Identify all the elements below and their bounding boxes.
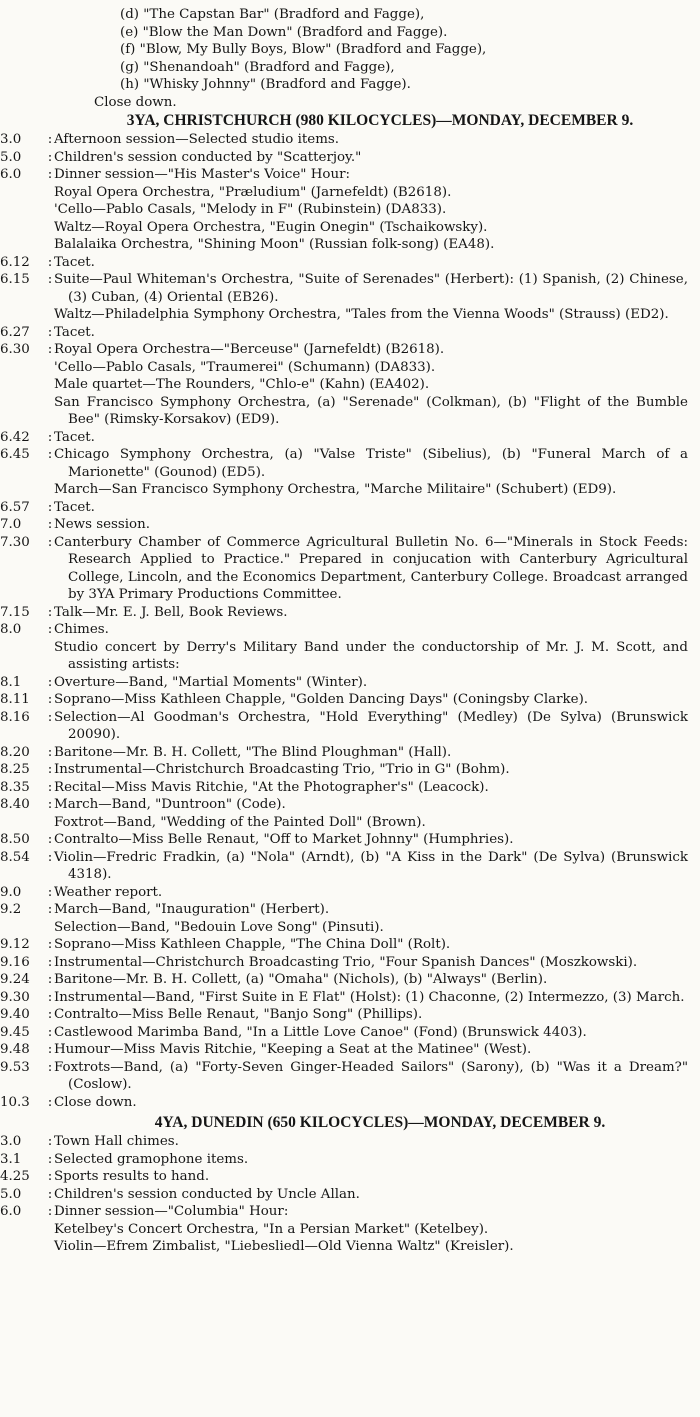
schedule-item-body: Suite—Paul Whiteman's Orchestra, "Suite of Serenades" (Herbert): (1) Spanish, (2) Chinese, (3) Cuban, (4) Oriental (EB26). bbox=[54, 272, 688, 305]
schedule-row bbox=[0, 219, 700, 237]
list-item: (e) "Blow the Man Down" (Bradford and Fagge). bbox=[120, 24, 448, 40]
schedule-time: 6.27 bbox=[0, 324, 30, 340]
schedule-item-text bbox=[54, 481, 700, 499]
schedule-time: 7.0 bbox=[0, 517, 22, 532]
schedule-item-text bbox=[54, 1168, 700, 1186]
top-items-block bbox=[0, 6, 700, 111]
time-separator bbox=[46, 639, 54, 674]
schedule-item-body: Dinner session—"Columbia" Hour: bbox=[54, 1204, 289, 1219]
schedule-item-body: Balalaika Orchestra, "Shining Moon" (Russian folk-song) (EA48). bbox=[54, 237, 495, 252]
schedule-item-body: Foxtrot—Band, "Wedding of the Painted Doll" (Brown). bbox=[54, 814, 426, 830]
schedule-item-text bbox=[54, 271, 700, 306]
schedule-row bbox=[0, 499, 700, 517]
list-item: (h) "Whisky Johnny" (Bradford and Fagge). bbox=[120, 77, 411, 92]
schedule-item-body: Dinner session—"His Master's Voice" Hour: bbox=[54, 167, 350, 182]
schedule-row bbox=[0, 884, 700, 902]
schedule-time: 5.0 bbox=[0, 149, 22, 165]
schedule-time bbox=[0, 1238, 46, 1256]
schedule-item-text bbox=[54, 1041, 700, 1059]
time-separator: : bbox=[47, 342, 53, 357]
schedule-row bbox=[0, 779, 700, 797]
close-down-line: Close down. bbox=[94, 94, 177, 110]
time-separator: : bbox=[47, 989, 53, 1005]
schedule-item-text bbox=[54, 1094, 700, 1112]
schedule-row bbox=[0, 709, 700, 744]
schedule-item-body: Chimes. bbox=[54, 622, 109, 637]
time-separator: : bbox=[47, 1169, 53, 1184]
schedule-item-text bbox=[54, 1221, 700, 1239]
schedule-row bbox=[0, 394, 700, 429]
schedule-item-body: Contralto—Miss Belle Renaut, "Off to Market Johnny" (Humphries). bbox=[54, 832, 514, 847]
schedule-item-body: Violin—Efrem Zimbalist, "Liebesliedl—Old Vienna Waltz" (Kreisler). bbox=[54, 1239, 514, 1254]
schedule-row bbox=[0, 674, 700, 692]
time-separator: : bbox=[47, 937, 53, 952]
schedule-item-text bbox=[54, 901, 700, 919]
schedule-item-text bbox=[54, 324, 700, 342]
schedule-time: 9.0 bbox=[0, 884, 22, 900]
schedule-item-text bbox=[54, 1024, 700, 1042]
time-separator: : bbox=[47, 1186, 53, 1202]
schedule-item-text bbox=[54, 1203, 700, 1221]
time-separator: : bbox=[47, 709, 53, 725]
time-separator bbox=[46, 359, 54, 377]
schedule-item-text bbox=[54, 779, 700, 797]
schedule-time: 8.50 bbox=[0, 832, 30, 847]
schedule-item-body: 'Cello—Pablo Casals, "Melody in F" (Rubinstein) (DA833). bbox=[54, 202, 447, 217]
time-separator bbox=[46, 236, 54, 254]
time-separator: : bbox=[47, 517, 53, 532]
schedule-item-body: Male quartet—The Rounders, "Chlo-e" (Kahn) (EA402). bbox=[54, 377, 430, 392]
schedule-item-body: Tacet. bbox=[54, 429, 95, 445]
schedule-row bbox=[0, 131, 700, 149]
schedule-item-body: Waltz—Philadelphia Symphony Orchestra, "Tales from the Vienna Woods" (Strauss) (ED2). bbox=[54, 307, 669, 322]
schedule-time: 9.16 bbox=[0, 954, 30, 970]
schedule-item-body: Selection—Band, "Bedouin Love Song" (Pinsuti). bbox=[54, 919, 384, 935]
schedule-item-text bbox=[54, 831, 700, 849]
schedule-row bbox=[0, 341, 700, 359]
section-heading-4ya: 4YA, DUNEDIN (650 KILOCYCLES)—MONDAY, DECEMBER 9. bbox=[154, 1114, 606, 1131]
time-separator: : bbox=[47, 1042, 53, 1057]
schedule-row bbox=[0, 639, 700, 674]
schedule-row bbox=[0, 236, 700, 254]
section-heading-3ya: 3YA, CHRISTCHURCH (980 KILOCYCLES)—MONDAY, DECEMBER 9. bbox=[126, 112, 634, 129]
schedule-item-body: Castlewood Marimba Band, "In a Little Love Canoe" (Fond) (Brunswick 4403). bbox=[54, 1024, 587, 1040]
schedule-time bbox=[0, 481, 46, 499]
schedule-time: 7.15 bbox=[0, 604, 30, 620]
schedule-time: 9.40 bbox=[0, 1007, 30, 1022]
schedule-row bbox=[0, 1151, 700, 1169]
schedule-row bbox=[0, 481, 700, 499]
schedule-time: 9.30 bbox=[0, 989, 30, 1005]
schedule-time bbox=[0, 919, 46, 937]
schedule-item-text bbox=[54, 691, 700, 709]
schedule-row bbox=[0, 1168, 700, 1186]
schedule-time: 9.24 bbox=[0, 972, 30, 987]
schedule-item-body: Chicago Symphony Orchestra, (a) "Valse Triste" (Sibelius), (b) "Funeral March of a Marionette" (Gounod) (ED5). bbox=[54, 447, 688, 480]
schedule-item-text bbox=[54, 184, 700, 202]
schedule-time bbox=[0, 376, 46, 394]
schedule-row bbox=[0, 989, 700, 1007]
schedule-time: 8.11 bbox=[0, 692, 30, 707]
schedule-item-text bbox=[54, 621, 700, 639]
schedule-item-body: Ketelbey's Concert Orchestra, "In a Persian Market" (Ketelbey). bbox=[54, 1221, 489, 1237]
schedule-time bbox=[0, 201, 46, 219]
schedule-item-body: Contralto—Miss Belle Renaut, "Banjo Song" (Phillips). bbox=[54, 1007, 423, 1022]
time-separator: : bbox=[47, 1007, 53, 1022]
schedule-time: 5.0 bbox=[0, 1186, 22, 1202]
schedule-item-body: March—Band, "Duntroon" (Code). bbox=[54, 797, 286, 812]
time-separator: : bbox=[47, 254, 53, 270]
schedule-item-body: Foxtrots—Band, (a) "Forty-Seven Ginger-Headed Sailors" (Sarony), (b) "Was it a Dream?" (Coslow). bbox=[54, 1059, 688, 1092]
time-separator: : bbox=[47, 972, 53, 987]
schedule-item-body: Tacet. bbox=[54, 499, 95, 515]
schedule-row bbox=[0, 324, 700, 342]
schedule-time bbox=[0, 219, 46, 237]
schedule-item-body: Selection—Al Goodman's Orchestra, "Hold Everything" (Medley) (De Sylva) (Brunswick 20090). bbox=[54, 709, 688, 742]
schedule-time: 8.54 bbox=[0, 849, 30, 865]
schedule-row bbox=[0, 901, 700, 919]
schedule-item-body: Violin—Fredric Fradkin, (a) "Nola" (Arndt), (b) "A Kiss in the Dark" (De Sylva) (Brunswick 4318). bbox=[54, 849, 688, 882]
schedule-row bbox=[0, 604, 700, 622]
schedule-item-text bbox=[54, 884, 700, 902]
schedule-row bbox=[0, 446, 700, 481]
time-separator: : bbox=[47, 534, 53, 550]
schedule-item-text bbox=[54, 219, 700, 237]
time-separator: : bbox=[47, 692, 53, 707]
schedule-item-text bbox=[54, 376, 700, 394]
time-separator: : bbox=[47, 499, 53, 515]
schedule-item-body: Selected gramophone items. bbox=[54, 1151, 249, 1167]
schedule-item-text bbox=[54, 919, 700, 937]
schedule-item-body: Soprano—Miss Kathleen Chapple, "The China Doll" (Rolt). bbox=[54, 937, 451, 952]
schedule-item-text bbox=[54, 236, 700, 254]
time-separator: : bbox=[47, 674, 53, 690]
schedule-time: 8.0 bbox=[0, 622, 22, 637]
schedule-item-body: March—Band, "Inauguration" (Herbert). bbox=[54, 902, 330, 917]
schedule-row bbox=[0, 1024, 700, 1042]
schedule-item-body: Afternoon session—Selected studio items. bbox=[54, 132, 340, 147]
schedule-time: 8.40 bbox=[0, 797, 30, 812]
schedule-item-text bbox=[54, 306, 700, 324]
schedule-item-text bbox=[54, 639, 700, 674]
schedule-item-text bbox=[54, 254, 700, 272]
schedule-item-body: San Francisco Symphony Orchestra, (a) "Serenade" (Colkman), (b) "Flight of the Bumble Bee" (Rimsky-Korsakov) (ED9). bbox=[54, 394, 688, 427]
schedule-item-text bbox=[54, 341, 700, 359]
schedule-time: 6.42 bbox=[0, 429, 30, 445]
schedule-item-text bbox=[54, 166, 700, 184]
schedule-item-body: 'Cello—Pablo Casals, "Traumerei" (Schumann) (DA833). bbox=[54, 359, 436, 375]
time-separator: : bbox=[47, 762, 53, 777]
schedule-item-text bbox=[54, 359, 700, 377]
time-separator: : bbox=[47, 1024, 53, 1040]
time-separator bbox=[46, 219, 54, 237]
schedule-item-text bbox=[54, 201, 700, 219]
schedule-row bbox=[0, 254, 700, 272]
schedule-row bbox=[0, 1133, 700, 1151]
schedule-item-text bbox=[54, 954, 700, 972]
time-separator: : bbox=[47, 1151, 53, 1167]
schedule-row bbox=[0, 849, 700, 884]
time-separator bbox=[46, 1238, 54, 1256]
schedule-time: 8.16 bbox=[0, 709, 30, 725]
schedule-item-body: Soprano—Miss Kathleen Chapple, "Golden Dancing Days" (Coningsby Clarke). bbox=[54, 692, 589, 707]
schedule-row bbox=[0, 149, 700, 167]
schedule-item-body: Overture—Band, "Martial Moments" (Winter). bbox=[54, 674, 368, 690]
schedule-item-body: Town Hall chimes. bbox=[54, 1134, 179, 1149]
time-separator bbox=[46, 306, 54, 324]
schedule-item-body: Instrumental—Band, "First Suite in E Flat" (Holst): (1) Chaconne, (2) Intermezzo, (3) March. bbox=[54, 989, 685, 1005]
schedule-row bbox=[0, 1203, 700, 1221]
schedule-item-body: Close down. bbox=[54, 1094, 137, 1110]
schedule-item-body: Sports results to hand. bbox=[54, 1169, 210, 1184]
schedule-item-body: Talk—Mr. E. J. Bell, Book Reviews. bbox=[54, 604, 288, 620]
schedule-time: 6.30 bbox=[0, 342, 30, 357]
schedule-time: 6.0 bbox=[0, 167, 22, 182]
schedule-time: 6.12 bbox=[0, 254, 30, 270]
schedule-row bbox=[0, 1059, 700, 1094]
time-separator bbox=[46, 1221, 54, 1239]
schedule-item-body: Instrumental—Christchurch Broadcasting Trio, "Four Spanish Dances" (Moszkowski). bbox=[54, 954, 638, 970]
list-item: (f) "Blow, My Bully Boys, Blow" (Bradford and Fagge), bbox=[120, 42, 487, 57]
schedule-item-body: Waltz—Royal Opera Orchestra, "Eugin Onegin" (Tschaikowsky). bbox=[54, 219, 488, 235]
schedule-row bbox=[0, 166, 700, 184]
time-separator: : bbox=[47, 324, 53, 340]
time-separator: : bbox=[47, 1134, 53, 1149]
schedule-item-body: March—San Francisco Symphony Orchestra, "Marche Militaire" (Schubert) (ED9). bbox=[54, 482, 617, 497]
schedule-time bbox=[0, 1221, 46, 1239]
schedule-item-body: News session. bbox=[54, 517, 150, 532]
schedule-row bbox=[0, 534, 700, 604]
schedule-item-body: Weather report. bbox=[54, 884, 163, 900]
time-separator bbox=[46, 919, 54, 937]
schedule-row bbox=[0, 621, 700, 639]
schedule-time: 6.0 bbox=[0, 1204, 22, 1219]
schedule-time bbox=[0, 639, 46, 674]
time-separator: : bbox=[47, 272, 53, 287]
time-separator: : bbox=[47, 902, 53, 917]
schedule-item-text bbox=[54, 936, 700, 954]
schedule-item-body: Canterbury Chamber of Commerce Agricultural Bulletin No. 6—"Minerals in Stock Feeds: Research Applied to Practice." Prepared in conjucation with Canterbury Agricultural College, Lincoln, and the Economics Department, Canterbury College. Broadcast arranged by 3YA Primary Productions Committee. bbox=[54, 534, 688, 602]
schedule-row bbox=[0, 814, 700, 832]
time-separator bbox=[46, 814, 54, 832]
schedule-item-text bbox=[54, 1238, 700, 1256]
schedule-3ya bbox=[0, 131, 700, 1111]
schedule-item-text bbox=[54, 516, 700, 534]
schedule-time: 9.2 bbox=[0, 902, 22, 917]
schedule-time: 4.25 bbox=[0, 1169, 30, 1184]
time-separator: : bbox=[47, 797, 53, 812]
time-separator bbox=[46, 481, 54, 499]
list-item: (d) "The Capstan Bar" (Bradford and Fagge), bbox=[120, 7, 425, 22]
time-separator bbox=[46, 376, 54, 394]
schedule-item-text bbox=[54, 604, 700, 622]
schedule-item-body: Children's session conducted by "Scatterjoy." bbox=[54, 149, 362, 165]
schedule-row bbox=[0, 201, 700, 219]
schedule-row bbox=[0, 184, 700, 202]
time-separator: : bbox=[47, 149, 53, 165]
schedule-item-text bbox=[54, 1133, 700, 1151]
schedule-row bbox=[0, 271, 700, 306]
schedule-item-text bbox=[54, 446, 700, 481]
schedule-row bbox=[0, 919, 700, 937]
schedule-row bbox=[0, 516, 700, 534]
time-separator bbox=[46, 394, 54, 429]
schedule-item-body: Baritone—Mr. B. H. Collett, "The Blind Ploughman" (Hall). bbox=[54, 744, 452, 760]
schedule-time bbox=[0, 184, 46, 202]
schedule-time: 3.1 bbox=[0, 1151, 22, 1167]
schedule-time: 7.30 bbox=[0, 534, 30, 550]
schedule-time: 9.53 bbox=[0, 1059, 30, 1075]
schedule-item-body: Children's session conducted by Uncle Allan. bbox=[54, 1186, 360, 1202]
schedule-row bbox=[0, 1238, 700, 1256]
schedule-row bbox=[0, 796, 700, 814]
schedule-time: 9.12 bbox=[0, 937, 30, 952]
schedule-time: 8.20 bbox=[0, 744, 30, 760]
schedule-row bbox=[0, 359, 700, 377]
schedule-time: 8.1 bbox=[0, 674, 22, 690]
schedule-item-text bbox=[54, 709, 700, 744]
schedule-item-text bbox=[54, 429, 700, 447]
schedule-row bbox=[0, 691, 700, 709]
schedule-time: 10.3 bbox=[0, 1094, 30, 1110]
schedule-4ya bbox=[0, 1133, 700, 1256]
time-separator: : bbox=[47, 832, 53, 847]
time-separator bbox=[46, 201, 54, 219]
schedule-item-body: Royal Opera Orchestra—"Berceuse" (Jarnefeldt) (B2618). bbox=[54, 342, 445, 357]
schedule-item-body: Instrumental—Christchurch Broadcasting Trio, "Trio in G" (Bohm). bbox=[54, 762, 510, 777]
schedule-item-text bbox=[54, 499, 700, 517]
schedule-item-text bbox=[54, 761, 700, 779]
schedule-row bbox=[0, 1221, 700, 1239]
schedule-row bbox=[0, 376, 700, 394]
schedule-row bbox=[0, 1094, 700, 1112]
schedule-row bbox=[0, 954, 700, 972]
time-separator: : bbox=[47, 429, 53, 445]
schedule-item-body: Recital—Miss Mavis Ritchie, "At the Photographer's" (Leacock). bbox=[54, 779, 489, 795]
schedule-item-text bbox=[54, 149, 700, 167]
schedule-row bbox=[0, 744, 700, 762]
schedule-item-text bbox=[54, 534, 700, 604]
schedule-row bbox=[0, 761, 700, 779]
schedule-row bbox=[0, 306, 700, 324]
time-separator: : bbox=[47, 604, 53, 620]
schedule-item-text bbox=[54, 1186, 700, 1204]
time-separator: : bbox=[47, 1059, 53, 1075]
schedule-row bbox=[0, 1041, 700, 1059]
schedule-time: 9.48 bbox=[0, 1042, 30, 1057]
schedule-item-body: Royal Opera Orchestra, "Præludium" (Jarnefeldt) (B2618). bbox=[54, 184, 452, 200]
schedule-time bbox=[0, 359, 46, 377]
schedule-time: 9.45 bbox=[0, 1024, 30, 1040]
schedule-row bbox=[0, 971, 700, 989]
time-separator: : bbox=[47, 779, 53, 795]
time-separator: : bbox=[47, 622, 53, 637]
schedule-time bbox=[0, 394, 46, 429]
schedule-time: 6.15 bbox=[0, 272, 30, 287]
list-item: (g) "Shenandoah" (Bradford and Fagge), bbox=[120, 59, 395, 75]
schedule-item-body: Tacet. bbox=[54, 324, 95, 340]
schedule-time: 6.57 bbox=[0, 499, 30, 515]
schedule-item-text bbox=[54, 796, 700, 814]
schedule-time bbox=[0, 814, 46, 832]
schedule-time bbox=[0, 236, 46, 254]
schedule-item-text bbox=[54, 131, 700, 149]
schedule-item-text bbox=[54, 1151, 700, 1169]
schedule-row bbox=[0, 831, 700, 849]
time-separator: : bbox=[47, 744, 53, 760]
schedule-item-text bbox=[54, 1059, 700, 1094]
schedule-row bbox=[0, 429, 700, 447]
schedule-item-body: Studio concert by Derry's Military Band under the conductorship of Mr. J. M. Scott, and assisting artists: bbox=[54, 639, 688, 672]
schedule-item-text bbox=[54, 674, 700, 692]
schedule-time: 3.0 bbox=[0, 1134, 22, 1149]
schedule-item-text bbox=[54, 971, 700, 989]
time-separator: : bbox=[47, 884, 53, 900]
schedule-item-text bbox=[54, 744, 700, 762]
schedule-time: 8.25 bbox=[0, 762, 30, 777]
schedule-row bbox=[0, 936, 700, 954]
time-separator: : bbox=[47, 1204, 53, 1219]
schedule-item-text bbox=[54, 849, 700, 884]
schedule-item-body: Baritone—Mr. B. H. Collett, (a) "Omaha" (Nichols), (b) "Always" (Berlin). bbox=[54, 972, 548, 987]
time-separator: : bbox=[47, 954, 53, 970]
schedule-item-body: Humour—Miss Mavis Ritchie, "Keeping a Seat at the Matinee" (West). bbox=[54, 1042, 532, 1057]
schedule-time: 3.0 bbox=[0, 132, 22, 147]
schedule-item-text bbox=[54, 814, 700, 832]
schedule-item-text bbox=[54, 1006, 700, 1024]
schedule-row bbox=[0, 1186, 700, 1204]
time-separator bbox=[46, 184, 54, 202]
schedule-time: 8.35 bbox=[0, 779, 30, 795]
schedule-time bbox=[0, 306, 46, 324]
schedule-time: 6.45 bbox=[0, 447, 30, 462]
schedule-row bbox=[0, 1006, 700, 1024]
time-separator: : bbox=[47, 447, 53, 462]
time-separator: : bbox=[47, 132, 53, 147]
schedule-item-text bbox=[54, 394, 700, 429]
schedule-item-body: Tacet. bbox=[54, 254, 95, 270]
schedule-item-text bbox=[54, 989, 700, 1007]
time-separator: : bbox=[47, 167, 53, 182]
time-separator: : bbox=[47, 1094, 53, 1110]
time-separator: : bbox=[47, 849, 53, 865]
